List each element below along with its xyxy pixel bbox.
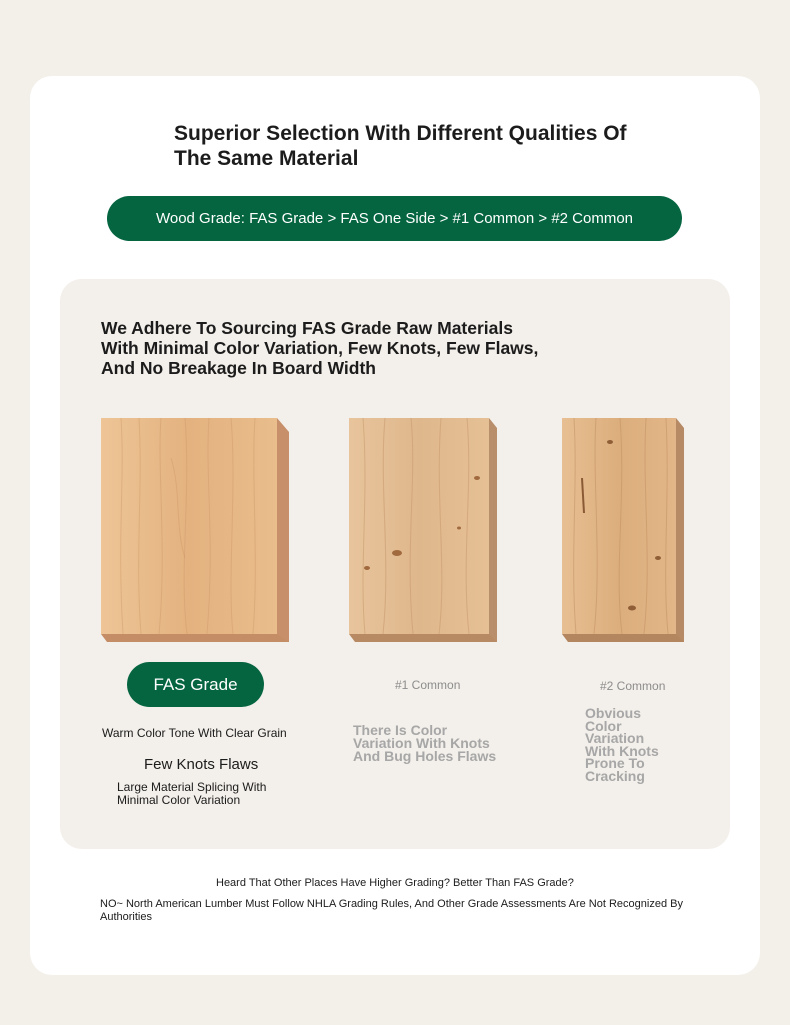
fas-grade-button[interactable]: FAS Grade (127, 662, 264, 707)
common-1-description: There Is Color Variation With Knots And Bug Holes Flaws (353, 722, 497, 764)
common-1-label: #1 Common (395, 678, 461, 692)
common-2-description: Obvious Color Variation With Knots Prone To Cracking (585, 705, 659, 784)
common-1-wood-board-image (349, 418, 499, 644)
common-2-label: #2 Common (600, 679, 666, 693)
common-2-wood-board-image (562, 418, 686, 644)
fas-point-knots: Few Knots Flaws (144, 756, 259, 773)
fas-point-grain: Warm Color Tone With Clear Grain (102, 726, 287, 740)
page-title: Superior Selection With Different Qualities Of The Same Material (174, 122, 627, 170)
grading-question: Heard That Other Places Have Higher Grading? Better Than FAS Grade? (216, 877, 574, 889)
fas-point-splicing: Large Material Splicing With Minimal Color Variation (117, 780, 267, 807)
grading-answer: NO~ North American Lumber Must Follow NHLA Grading Rules, And Other Grade Assessments Are Not Recognized By Authorities (100, 898, 683, 923)
fas-wood-board-image (101, 418, 291, 644)
sourcing-heading: We Adhere To Sourcing FAS Grade Raw Materials With Minimal Color Variation, Few Knots, Few Flaws, And No Breakage In Board Width (101, 318, 539, 378)
wood-grade-banner: Wood Grade: FAS Grade > FAS One Side > #1 Common > #2 Common (107, 196, 682, 241)
